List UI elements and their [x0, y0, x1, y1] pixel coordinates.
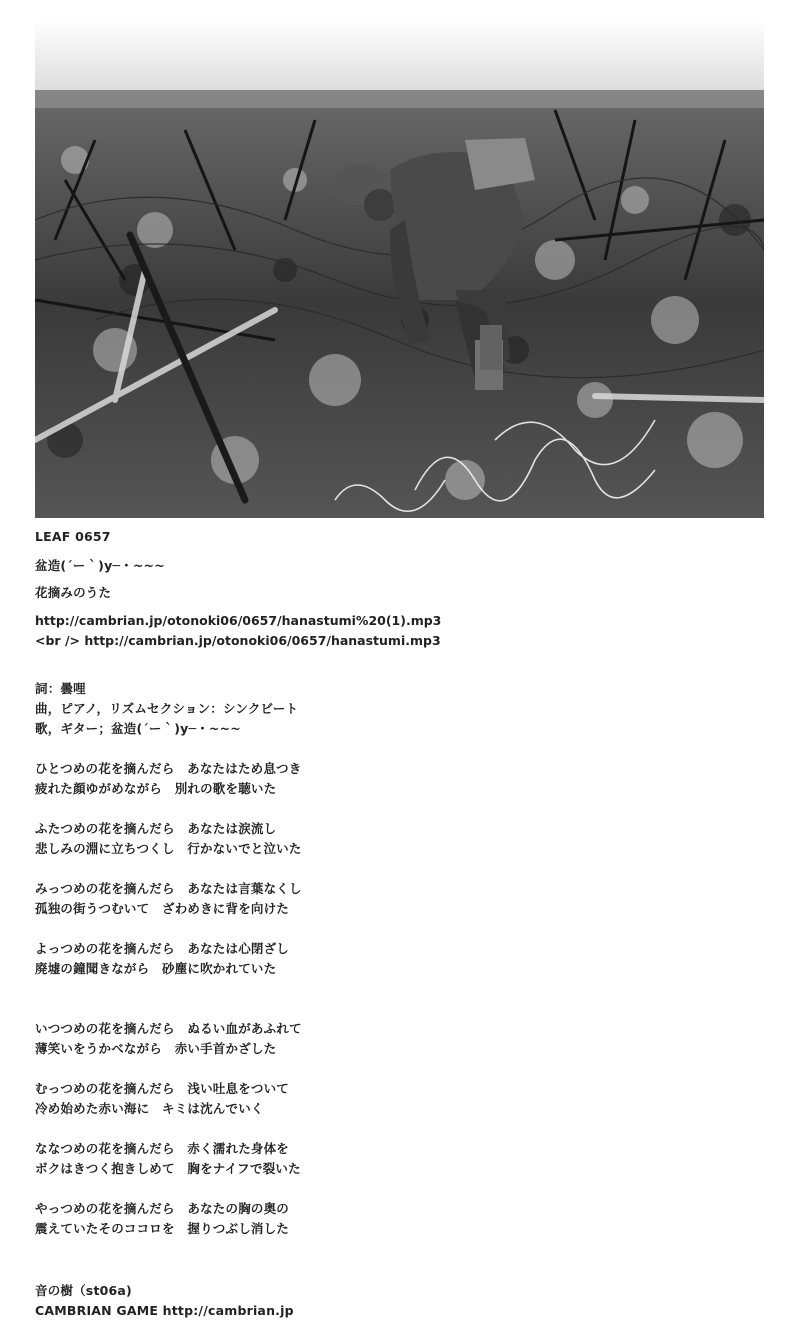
leaf-id: LEAF 0657: [35, 529, 111, 544]
lyric-line: 薄笑いをうかべながら 赤い手首かざした: [35, 1041, 277, 1056]
lyric-line: 疲れた顔ゆがめながら 別れの歌を聴いた: [35, 781, 277, 796]
lyric-line: 孤独の街うつむいて ざわめきに背を向けた: [35, 901, 290, 916]
credit-lyrics: 詞：曇哩: [35, 681, 86, 696]
lyric-line: ななつめの花を摘んだら 赤く濡れた身体を: [35, 1141, 290, 1156]
footer-tree-name: 音の樹（st06a): [35, 1283, 132, 1298]
lyric-line: ふたつめの花を摘んだら あなたは涙流し: [35, 821, 277, 836]
battlefield-photo: [35, 20, 764, 518]
mp3-links[interactable]: http://cambrian.jp/otonoki06/0657/hanastumi%20(1).mp3 <br /> http://cambrian.jp/otonoki06/0657/hanastumi.mp3: [35, 613, 442, 648]
credit-vocals: 歌，ギター；盆造(´ー｀)y─・~~~: [35, 721, 241, 736]
footer-site-link[interactable]: CAMBRIAN GAME http://cambrian.jp: [35, 1303, 294, 1318]
author-name: 盆造(´ー｀)y─・~~~: [35, 558, 165, 573]
lyric-line: ボクはきつく抱きしめて 胸をナイフで裂いた: [35, 1161, 301, 1176]
lyric-line: 廃墟の鐘聞きながら 砂塵に吹かれていた: [35, 961, 277, 976]
lyric-line: 震えていたそのココロを 握りつぶし消した: [35, 1221, 290, 1236]
lyric-line: やっつめの花を摘んだら あなたの胸の奥の: [35, 1201, 290, 1216]
lyric-line: よっつめの花を摘んだら あなたは心閉ざし: [35, 941, 290, 956]
lyric-line: 悲しみの淵に立ちつくし 行かないでと泣いた: [35, 841, 302, 856]
lyric-line: ひとつめの花を摘んだら あなたはため息つき: [35, 761, 302, 776]
battlefield-photo-drawing: [35, 20, 764, 518]
credit-music: 曲，ピアノ，リズムセクション：シンクビート: [35, 701, 299, 716]
lyric-line: 冷め始めた赤い海に キミは沈んでいく: [35, 1101, 264, 1116]
song-title: 花摘みのうた: [35, 585, 112, 600]
lyric-line: みっつめの花を摘んだら あなたは言葉なくし: [35, 881, 302, 896]
lyric-line: いつつめの花を摘んだら ぬるい血があふれて: [35, 1021, 302, 1036]
lyric-line: むっつめの花を摘んだら 浅い吐息をついて: [35, 1081, 290, 1096]
